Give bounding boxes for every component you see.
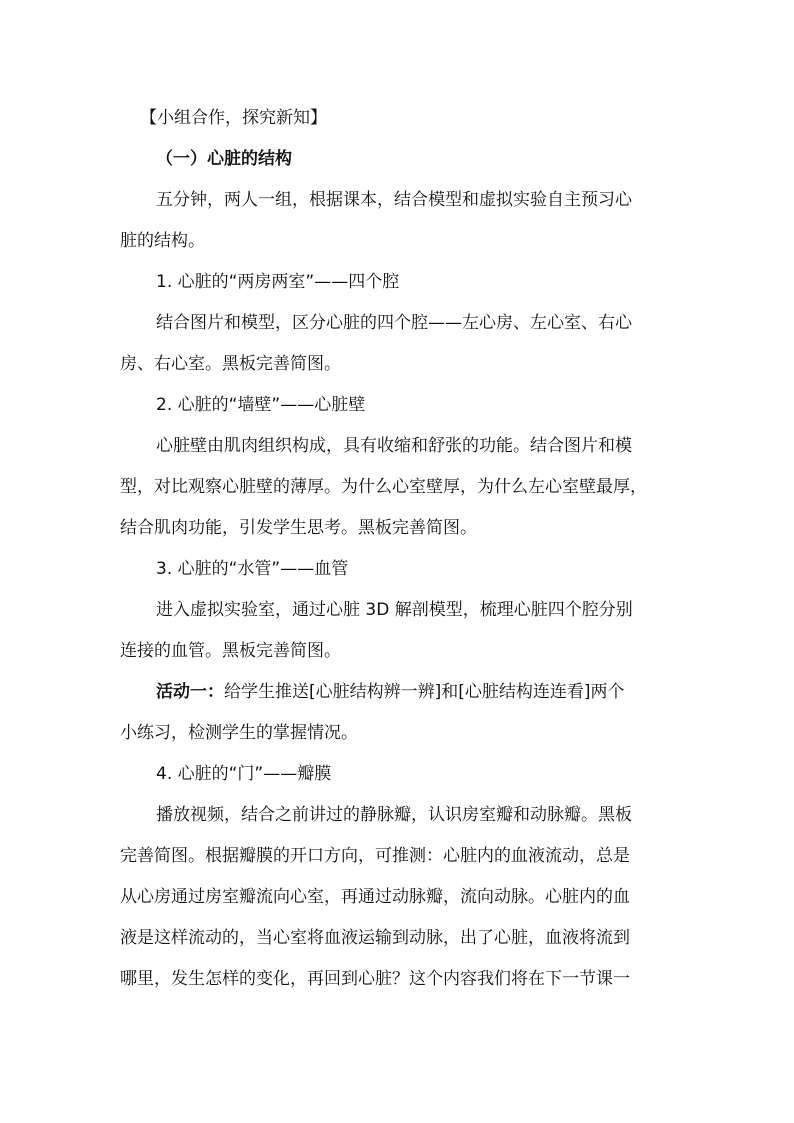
item3-paragraph bbox=[120, 590, 678, 672]
item4-title: 4. 心脏的“门”——瓣膜 bbox=[156, 764, 332, 784]
paragraph-line: 结合图片和模型，区分心脏的四个腔——左心房、左心室、右心 bbox=[156, 313, 632, 333]
paragraph-line: 播放视频，结合之前讲过的静脉瓣，认识房室瓣和动脉瓣。黑板 bbox=[156, 805, 632, 825]
paragraph-line: 进入虚拟实验室，通过心脏 3D 解剖模型，梳理心脏四个腔分别 bbox=[156, 600, 633, 620]
section-heading: （一）心脏的结构 bbox=[156, 149, 292, 169]
paragraph-line: 小练习，检测学生的掌握情况。 bbox=[120, 723, 358, 743]
item2-paragraph bbox=[120, 426, 678, 549]
paragraph-line: 心脏壁由肌肉组织构成，具有收缩和舒张的功能。结合图片和模 bbox=[156, 436, 632, 456]
item1-paragraph bbox=[120, 303, 678, 385]
activity1-label: 活动一： bbox=[156, 682, 224, 702]
item4-paragraph bbox=[120, 795, 678, 1000]
paragraph-line: 型，对比观察心脏壁的薄厚。为什么心室壁厚，为什么左心室壁最厚， bbox=[120, 477, 647, 497]
paragraph-line: 脏的结构。 bbox=[120, 231, 205, 251]
item1-title: 1. 心脏的“两房两室”——四个腔 bbox=[156, 272, 400, 292]
paragraph-line: 哪里，发生怎样的变化，再回到心脏？这个内容我们将在下一节课一 bbox=[120, 969, 630, 989]
intro-paragraph bbox=[120, 180, 678, 262]
paragraph-line: 液是这样流动的，当心室将血液运输到动脉，出了心脏，血液将流到 bbox=[120, 928, 630, 948]
paragraph-line: 连接的血管。黑板完善简图。 bbox=[120, 641, 341, 661]
activity1-line bbox=[120, 672, 678, 713]
paragraph-line: 结合肌肉功能，引发学生思考。黑板完善简图。 bbox=[120, 518, 477, 538]
activity1-text: 给学生推送[心脏结构辨一辨]和[心脏结构连连看]两个 bbox=[224, 682, 625, 702]
item3-title: 3. 心脏的“水管”——血管 bbox=[156, 559, 349, 579]
document-body bbox=[120, 98, 678, 1000]
paragraph-line: 从心房通过房室瓣流向心室，再通过动脉瓣，流向动脉。心脏内的血 bbox=[120, 887, 630, 907]
item2-title: 2. 心脏的“墙壁”——心脏壁 bbox=[156, 395, 366, 415]
paragraph-line: 房、右心室。黑板完善简图。 bbox=[120, 354, 341, 374]
paragraph-line: 五分钟，两人一组，根据课本，结合模型和虚拟实验自主预习心 bbox=[156, 190, 632, 210]
activity1-paragraph bbox=[120, 672, 678, 754]
paragraph-line: 完善简图。根据瓣膜的开口方向，可推测：心脏内的血液流动，总是 bbox=[120, 846, 630, 866]
bracket-heading: 【小组合作，探究新知】 bbox=[140, 108, 327, 128]
